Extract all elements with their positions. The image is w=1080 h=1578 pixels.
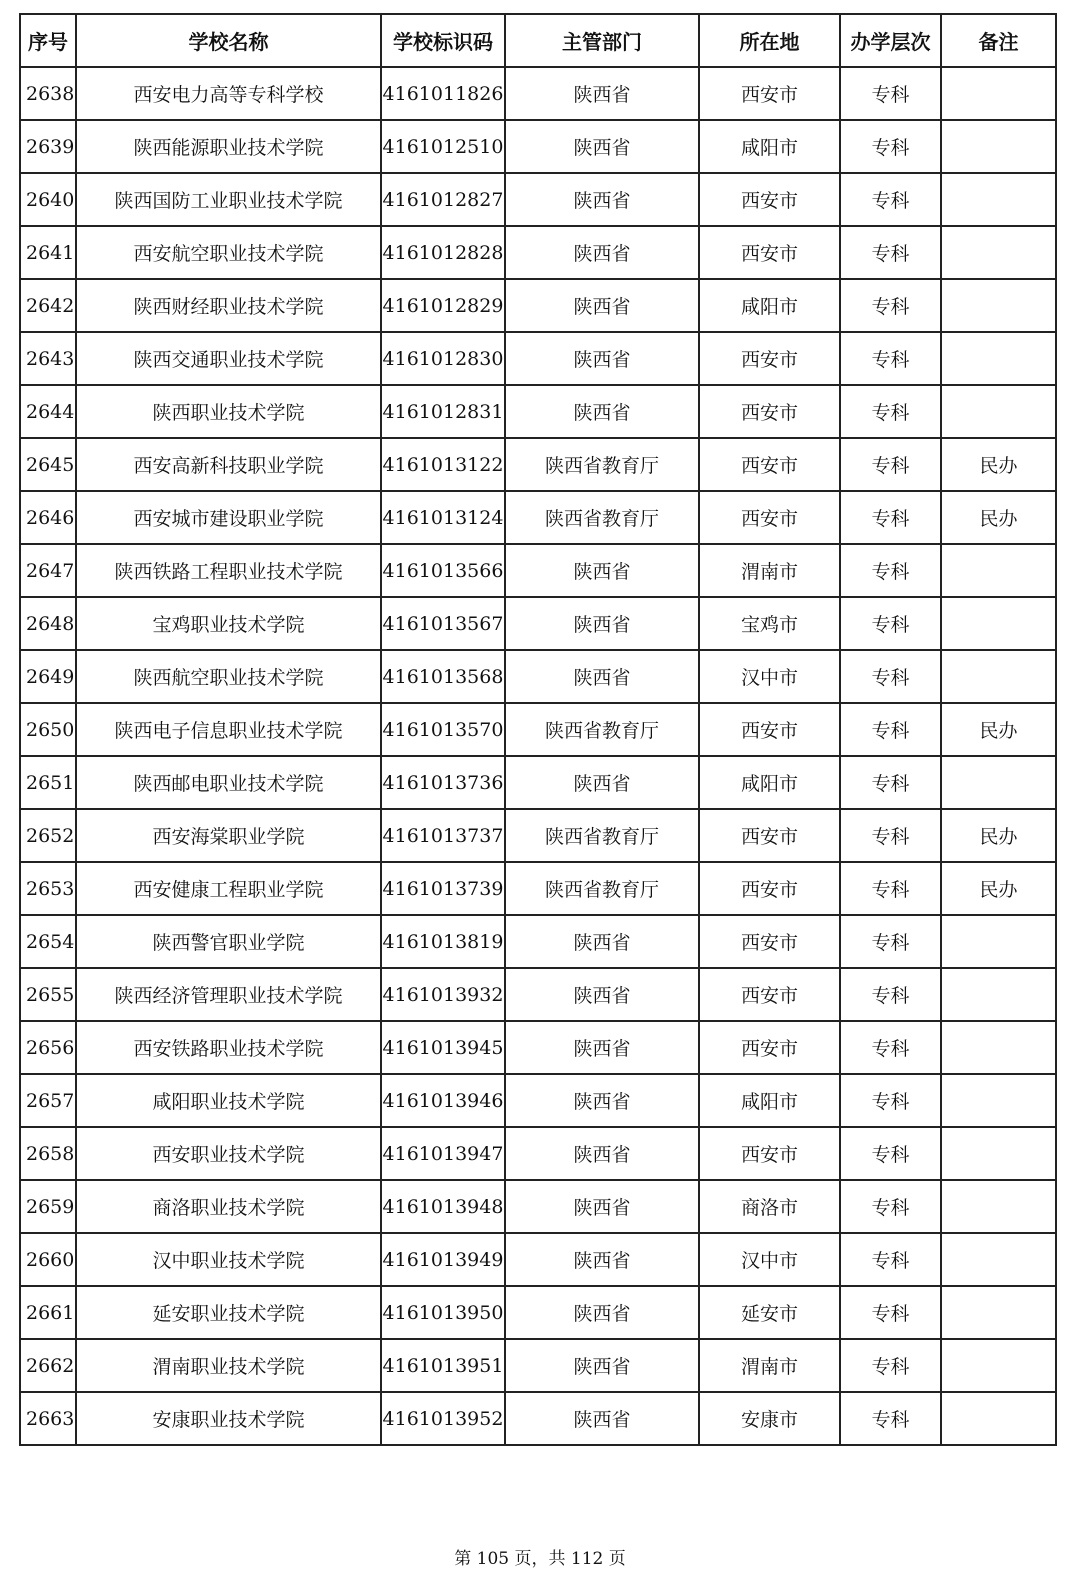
- table-row: [20, 915, 1056, 968]
- cell-school-code: 4161012831: [381, 385, 505, 438]
- cell-school-name: 西安海棠职业学院: [76, 809, 381, 862]
- cell-location: 西安市: [699, 491, 840, 544]
- cell-remark: [941, 226, 1056, 279]
- cell-level: 专科: [840, 491, 941, 544]
- cell-school-name: 陕西航空职业技术学院: [76, 650, 381, 703]
- cell-school-name: 西安航空职业技术学院: [76, 226, 381, 279]
- cell-location: 咸阳市: [699, 120, 840, 173]
- cell-level: 专科: [840, 1021, 941, 1074]
- cell-seq: 2652: [20, 809, 76, 862]
- cell-remark: [941, 1180, 1056, 1233]
- cell-location: 西安市: [699, 809, 840, 862]
- cell-authority: 陕西省: [505, 756, 699, 809]
- table-row: [20, 756, 1056, 809]
- cell-authority: 陕西省: [505, 915, 699, 968]
- cell-seq: 2643: [20, 332, 76, 385]
- table-row: [20, 1074, 1056, 1127]
- cell-remark: 民办: [941, 703, 1056, 756]
- cell-seq: 2659: [20, 1180, 76, 1233]
- cell-school-code: 4161013124: [381, 491, 505, 544]
- cell-authority: 陕西省: [505, 226, 699, 279]
- cell-level: 专科: [840, 226, 941, 279]
- cell-authority: 陕西省: [505, 650, 699, 703]
- cell-location: 西安市: [699, 703, 840, 756]
- table-row: [20, 438, 1056, 491]
- cell-authority: 陕西省: [505, 279, 699, 332]
- cell-school-name: 陕西财经职业技术学院: [76, 279, 381, 332]
- table-body: [20, 67, 1056, 1445]
- table-row: [20, 809, 1056, 862]
- cell-level: 专科: [840, 1339, 941, 1392]
- cell-seq: 2638: [20, 67, 76, 120]
- cell-seq: 2663: [20, 1392, 76, 1445]
- table-row: [20, 1021, 1056, 1074]
- cell-school-name: 渭南职业技术学院: [76, 1339, 381, 1392]
- cell-remark: 民办: [941, 862, 1056, 915]
- cell-location: 西安市: [699, 862, 840, 915]
- cell-school-code: 4161013948: [381, 1180, 505, 1233]
- header-seq: 序号: [20, 14, 76, 67]
- cell-authority: 陕西省: [505, 1233, 699, 1286]
- cell-school-code: 4161013737: [381, 809, 505, 862]
- cell-school-name: 陕西经济管理职业技术学院: [76, 968, 381, 1021]
- cell-location: 西安市: [699, 385, 840, 438]
- cell-school-name: 陕西国防工业职业技术学院: [76, 173, 381, 226]
- table-row: [20, 173, 1056, 226]
- cell-school-code: 4161013568: [381, 650, 505, 703]
- cell-authority: 陕西省: [505, 597, 699, 650]
- cell-level: 专科: [840, 703, 941, 756]
- cell-remark: [941, 1233, 1056, 1286]
- cell-seq: 2641: [20, 226, 76, 279]
- cell-seq: 2658: [20, 1127, 76, 1180]
- cell-seq: 2647: [20, 544, 76, 597]
- header-level: 办学层次: [840, 14, 941, 67]
- cell-seq: 2646: [20, 491, 76, 544]
- cell-authority: 陕西省: [505, 544, 699, 597]
- table-row: [20, 1127, 1056, 1180]
- cell-seq: 2657: [20, 1074, 76, 1127]
- cell-remark: [941, 915, 1056, 968]
- cell-level: 专科: [840, 1180, 941, 1233]
- cell-school-code: 4161013567: [381, 597, 505, 650]
- cell-school-code: 4161012510: [381, 120, 505, 173]
- cell-remark: [941, 173, 1056, 226]
- table-row: [20, 650, 1056, 703]
- cell-school-name: 延安职业技术学院: [76, 1286, 381, 1339]
- table-row: [20, 703, 1056, 756]
- cell-school-name: 西安铁路职业技术学院: [76, 1021, 381, 1074]
- cell-location: 西安市: [699, 968, 840, 1021]
- table-row: [20, 544, 1056, 597]
- cell-authority: 陕西省: [505, 67, 699, 120]
- cell-authority: 陕西省: [505, 332, 699, 385]
- cell-location: 渭南市: [699, 544, 840, 597]
- table-row: [20, 67, 1056, 120]
- cell-seq: 2640: [20, 173, 76, 226]
- table-row: [20, 1339, 1056, 1392]
- cell-seq: 2642: [20, 279, 76, 332]
- cell-school-code: 4161013951: [381, 1339, 505, 1392]
- cell-school-code: 4161013570: [381, 703, 505, 756]
- cell-location: 西安市: [699, 915, 840, 968]
- table-row: [20, 226, 1056, 279]
- cell-school-code: 4161013946: [381, 1074, 505, 1127]
- cell-seq: 2651: [20, 756, 76, 809]
- cell-authority: 陕西省: [505, 1074, 699, 1127]
- cell-remark: [941, 1127, 1056, 1180]
- cell-level: 专科: [840, 650, 941, 703]
- cell-authority: 陕西省: [505, 1339, 699, 1392]
- cell-location: 汉中市: [699, 650, 840, 703]
- cell-level: 专科: [840, 862, 941, 915]
- cell-remark: 民办: [941, 438, 1056, 491]
- cell-seq: 2656: [20, 1021, 76, 1074]
- cell-authority: 陕西省: [505, 1392, 699, 1445]
- cell-location: 安康市: [699, 1392, 840, 1445]
- school-list-table: [19, 13, 1057, 1446]
- table-row: [20, 862, 1056, 915]
- cell-level: 专科: [840, 279, 941, 332]
- cell-school-name: 陕西铁路工程职业技术学院: [76, 544, 381, 597]
- cell-school-code: 4161011826: [381, 67, 505, 120]
- cell-level: 专科: [840, 809, 941, 862]
- header-remark: 备注: [941, 14, 1056, 67]
- cell-authority: 陕西省: [505, 173, 699, 226]
- cell-remark: [941, 1392, 1056, 1445]
- header-school-code: 学校标识码: [381, 14, 505, 67]
- cell-school-name: 咸阳职业技术学院: [76, 1074, 381, 1127]
- cell-location: 西安市: [699, 1021, 840, 1074]
- cell-level: 专科: [840, 332, 941, 385]
- cell-remark: [941, 544, 1056, 597]
- table-row: [20, 332, 1056, 385]
- cell-level: 专科: [840, 1286, 941, 1339]
- cell-school-name: 陕西警官职业学院: [76, 915, 381, 968]
- table-row: [20, 385, 1056, 438]
- header-school-name: 学校名称: [76, 14, 381, 67]
- cell-remark: 民办: [941, 809, 1056, 862]
- cell-remark: [941, 597, 1056, 650]
- cell-remark: [941, 1339, 1056, 1392]
- cell-school-name: 西安电力高等专科学校: [76, 67, 381, 120]
- cell-school-code: 4161012827: [381, 173, 505, 226]
- header-location: 所在地: [699, 14, 840, 67]
- table-row: [20, 968, 1056, 1021]
- cell-authority: 陕西省教育厅: [505, 438, 699, 491]
- cell-seq: 2653: [20, 862, 76, 915]
- cell-school-code: 4161013122: [381, 438, 505, 491]
- table-row: [20, 1392, 1056, 1445]
- cell-level: 专科: [840, 544, 941, 597]
- cell-school-name: 陕西交通职业技术学院: [76, 332, 381, 385]
- cell-location: 咸阳市: [699, 1074, 840, 1127]
- cell-school-code: 4161013950: [381, 1286, 505, 1339]
- cell-level: 专科: [840, 67, 941, 120]
- cell-school-code: 4161013947: [381, 1127, 505, 1180]
- table-header-row: [20, 14, 1056, 67]
- cell-school-code: 4161013952: [381, 1392, 505, 1445]
- cell-authority: 陕西省教育厅: [505, 862, 699, 915]
- cell-authority: 陕西省教育厅: [505, 809, 699, 862]
- cell-seq: 2644: [20, 385, 76, 438]
- cell-location: 商洛市: [699, 1180, 840, 1233]
- cell-remark: [941, 650, 1056, 703]
- cell-level: 专科: [840, 968, 941, 1021]
- cell-remark: [941, 332, 1056, 385]
- cell-remark: [941, 120, 1056, 173]
- cell-location: 宝鸡市: [699, 597, 840, 650]
- cell-school-name: 陕西邮电职业技术学院: [76, 756, 381, 809]
- cell-seq: 2639: [20, 120, 76, 173]
- cell-location: 西安市: [699, 67, 840, 120]
- cell-seq: 2662: [20, 1339, 76, 1392]
- cell-remark: [941, 756, 1056, 809]
- cell-school-name: 西安健康工程职业学院: [76, 862, 381, 915]
- cell-seq: 2660: [20, 1233, 76, 1286]
- cell-school-code: 4161012828: [381, 226, 505, 279]
- cell-school-name: 汉中职业技术学院: [76, 1233, 381, 1286]
- table-row: [20, 1286, 1056, 1339]
- cell-school-code: 4161013949: [381, 1233, 505, 1286]
- cell-school-name: 宝鸡职业技术学院: [76, 597, 381, 650]
- table-row: [20, 491, 1056, 544]
- table-row: [20, 1233, 1056, 1286]
- cell-location: 西安市: [699, 332, 840, 385]
- cell-remark: [941, 279, 1056, 332]
- cell-location: 咸阳市: [699, 756, 840, 809]
- cell-seq: 2661: [20, 1286, 76, 1339]
- cell-school-name: 西安职业技术学院: [76, 1127, 381, 1180]
- cell-school-code: 4161013736: [381, 756, 505, 809]
- cell-remark: [941, 1074, 1056, 1127]
- cell-seq: 2655: [20, 968, 76, 1021]
- cell-level: 专科: [840, 1233, 941, 1286]
- cell-authority: 陕西省: [505, 1127, 699, 1180]
- header-authority: 主管部门: [505, 14, 699, 67]
- cell-level: 专科: [840, 438, 941, 491]
- cell-level: 专科: [840, 1074, 941, 1127]
- cell-level: 专科: [840, 915, 941, 968]
- cell-level: 专科: [840, 1392, 941, 1445]
- cell-remark: [941, 968, 1056, 1021]
- cell-remark: [941, 1286, 1056, 1339]
- cell-seq: 2645: [20, 438, 76, 491]
- cell-school-name: 西安城市建设职业学院: [76, 491, 381, 544]
- cell-authority: 陕西省: [505, 1286, 699, 1339]
- cell-level: 专科: [840, 1127, 941, 1180]
- cell-school-code: 4161013739: [381, 862, 505, 915]
- cell-school-name: 陕西职业技术学院: [76, 385, 381, 438]
- cell-authority: 陕西省: [505, 385, 699, 438]
- cell-authority: 陕西省: [505, 120, 699, 173]
- cell-level: 专科: [840, 120, 941, 173]
- cell-location: 汉中市: [699, 1233, 840, 1286]
- cell-location: 渭南市: [699, 1339, 840, 1392]
- cell-location: 西安市: [699, 173, 840, 226]
- cell-location: 西安市: [699, 438, 840, 491]
- cell-seq: 2649: [20, 650, 76, 703]
- table-row: [20, 597, 1056, 650]
- table-row: [20, 279, 1056, 332]
- cell-seq: 2650: [20, 703, 76, 756]
- cell-level: 专科: [840, 756, 941, 809]
- cell-school-name: 陕西能源职业技术学院: [76, 120, 381, 173]
- cell-school-name: 西安高新科技职业学院: [76, 438, 381, 491]
- cell-location: 西安市: [699, 226, 840, 279]
- cell-school-code: 4161013945: [381, 1021, 505, 1074]
- cell-level: 专科: [840, 597, 941, 650]
- cell-location: 延安市: [699, 1286, 840, 1339]
- cell-remark: 民办: [941, 491, 1056, 544]
- cell-remark: [941, 67, 1056, 120]
- cell-school-code: 4161013932: [381, 968, 505, 1021]
- cell-remark: [941, 1021, 1056, 1074]
- cell-authority: 陕西省: [505, 968, 699, 1021]
- cell-location: 咸阳市: [699, 279, 840, 332]
- cell-authority: 陕西省: [505, 1021, 699, 1074]
- cell-location: 西安市: [699, 1127, 840, 1180]
- cell-level: 专科: [840, 385, 941, 438]
- cell-school-name: 安康职业技术学院: [76, 1392, 381, 1445]
- cell-authority: 陕西省教育厅: [505, 703, 699, 756]
- cell-school-code: 4161013819: [381, 915, 505, 968]
- cell-school-name: 商洛职业技术学院: [76, 1180, 381, 1233]
- table-row: [20, 120, 1056, 173]
- cell-level: 专科: [840, 173, 941, 226]
- cell-school-code: 4161013566: [381, 544, 505, 597]
- cell-authority: 陕西省教育厅: [505, 491, 699, 544]
- cell-authority: 陕西省: [505, 1180, 699, 1233]
- table-row: [20, 1180, 1056, 1233]
- cell-seq: 2648: [20, 597, 76, 650]
- cell-school-code: 4161012830: [381, 332, 505, 385]
- cell-school-name: 陕西电子信息职业技术学院: [76, 703, 381, 756]
- cell-seq: 2654: [20, 915, 76, 968]
- cell-remark: [941, 385, 1056, 438]
- page-footer: 第 105 页，共 112 页: [454, 1549, 626, 1569]
- cell-school-code: 4161012829: [381, 279, 505, 332]
